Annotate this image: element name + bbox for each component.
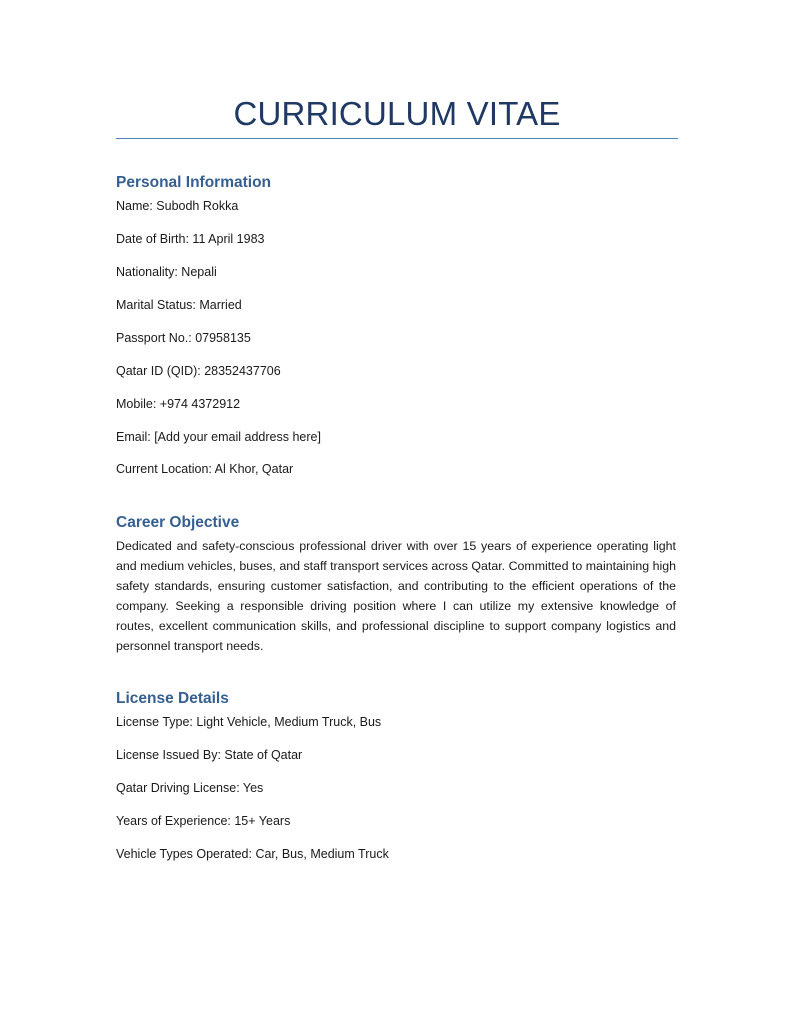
- field-qatar-id: Qatar ID (QID): 28352437706: [116, 364, 281, 378]
- field-name: Name: Subodh Rokka: [116, 199, 239, 213]
- field-passport-no: Passport No.: 07958135: [116, 331, 251, 345]
- career-objective-text: Dedicated and safety-conscious professional driver with over 15 years of experience operating light and medium vehicles, buses, and staff transport services across Qatar. Committed to maintaining high safety standards, ensuring customer satisfaction, and contributing to the efficient operations of the company. Seeking a responsible driving position where I can utilize my extensive knowledge of routes, excellent communication skills, and professional discipline to support company logistics and personnel transport needs.: [116, 539, 676, 653]
- field-vehicle-types: Vehicle Types Operated: Car, Bus, Medium Truck: [116, 847, 389, 861]
- field-years-of-experience: Years of Experience: 15+ Years: [116, 814, 291, 828]
- field-date-of-birth: Date of Birth: 11 April 1983: [116, 232, 265, 246]
- field-license-issued-by: License Issued By: State of Qatar: [116, 748, 303, 762]
- field-mobile: Mobile: +974 4372912: [116, 397, 241, 411]
- license-details-heading: License Details: [116, 690, 229, 707]
- field-marital-status: Marital Status: Married: [116, 298, 242, 312]
- field-email: Email: [Add your email address here]: [116, 430, 321, 444]
- document-title: CURRICULUM VITAE: [233, 95, 561, 132]
- career-objective-heading: Career Objective: [116, 514, 240, 531]
- field-current-location: Current Location: Al Khor, Qatar: [116, 462, 294, 476]
- field-qatar-driving-license: Qatar Driving License: Yes: [116, 781, 264, 795]
- field-nationality: Nationality: Nepali: [116, 265, 217, 279]
- title-divider: [116, 138, 678, 139]
- field-license-type: License Type: Light Vehicle, Medium Truck, Bus: [116, 715, 382, 729]
- personal-info-heading: Personal Information: [116, 174, 272, 191]
